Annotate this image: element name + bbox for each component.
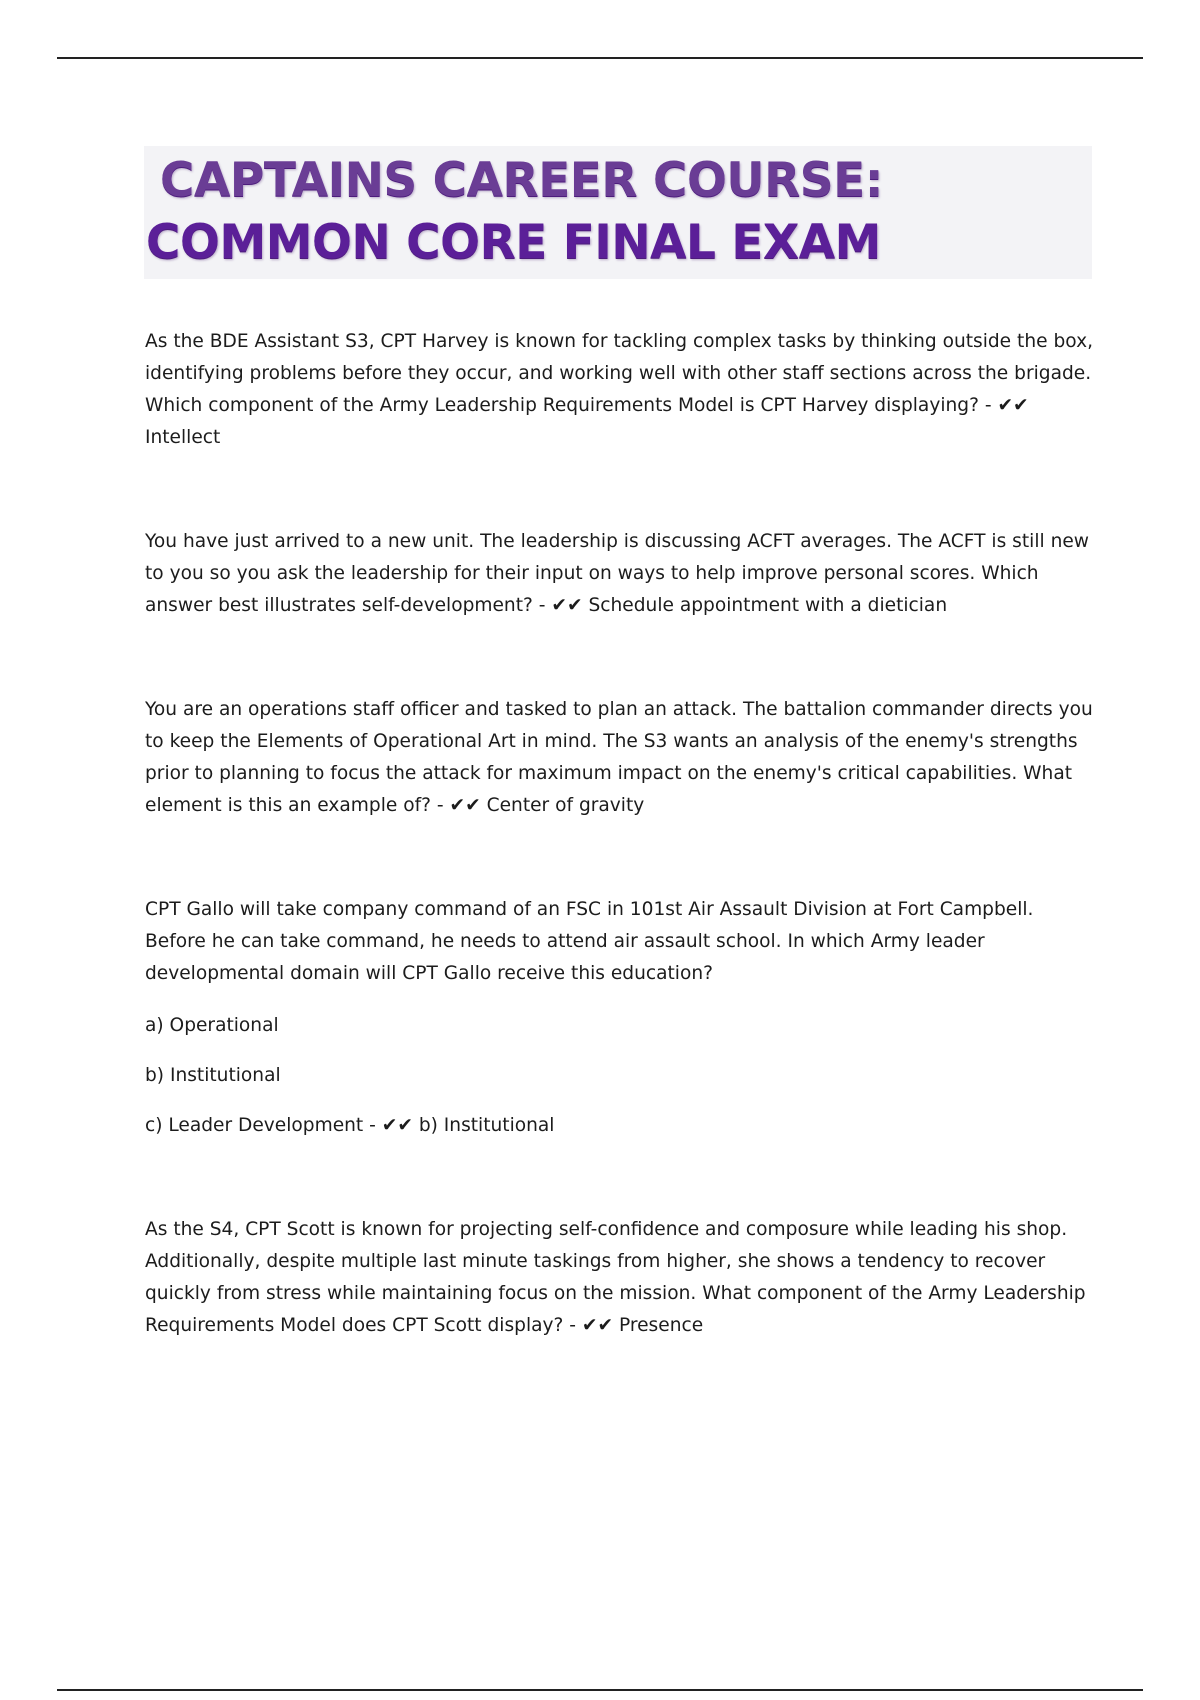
answer-option: b) Institutional <box>145 1065 281 1086</box>
answer-option: a) Operational <box>145 1015 279 1036</box>
document-title-line-1: CAPTAINS CAREER COURSE: <box>160 153 884 208</box>
header-rule <box>57 57 1143 59</box>
question-text: CPT Gallo will take company command of an FSC in 101st Air Assault Division at Fort Campbell. Before he can take command, he needs to attend air assault school. In which Army leader developmental domain will CPT Gallo receive this education? <box>145 899 1034 984</box>
question-item <box>145 694 1095 822</box>
answer-text: Presence <box>619 1315 704 1336</box>
answer-text: Intellect <box>145 427 221 448</box>
question-item <box>145 526 1095 622</box>
answer-option: c) Leader Development - ✔✔ <box>145 1115 413 1136</box>
document-body <box>145 326 1095 1342</box>
answer-text: b) Institutional <box>418 1115 555 1136</box>
answer-text: Center of gravity <box>486 795 645 816</box>
answer-option-with-answer <box>145 1110 1095 1142</box>
answer-text: Schedule appointment with a dietician <box>588 595 948 616</box>
question-text: You have just arrived to a new unit. The leadership is discussing ACFT averages. The ACFT is still new to you so you ask the leadership for their input on ways to help improve personal scores. Which answer best illustrates self-development? - ✔✔ <box>145 531 1089 616</box>
document-title-line-2: COMMON CORE FINAL EXAM <box>146 215 881 270</box>
question-text: As the S4, CPT Scott is known for projecting self-confidence and composure while leading his shop. Additionally, despite multiple last minute taskings from higher, she shows a tendency to recover quickly from stress while maintaining focus on the mission. What component of the Army Leadership Requirements Model does CPT Scott display? - ✔✔ <box>145 1219 1086 1336</box>
question-text: As the BDE Assistant S3, CPT Harvey is known for tackling complex tasks by thinking outside the box, identifying problems before they occur, and working well with other staff sections across the brigade. Which component of the Army Leadership Requirements Model is CPT Harvey displaying? - ✔✔ <box>145 331 1093 416</box>
title-banner <box>144 146 1092 279</box>
question-item <box>145 326 1095 454</box>
footer-rule <box>57 1689 1143 1691</box>
question-item <box>145 1214 1095 1342</box>
question-text: You are an operations staff officer and tasked to plan an attack. The battalion commander directs you to keep the Elements of Operational Art in mind. The S3 wants an analysis of the enemy's strengths prior to planning to focus the attack for maximum impact on the enemy's critical capabilities. What element is this an example of? - ✔✔ <box>145 699 1093 816</box>
